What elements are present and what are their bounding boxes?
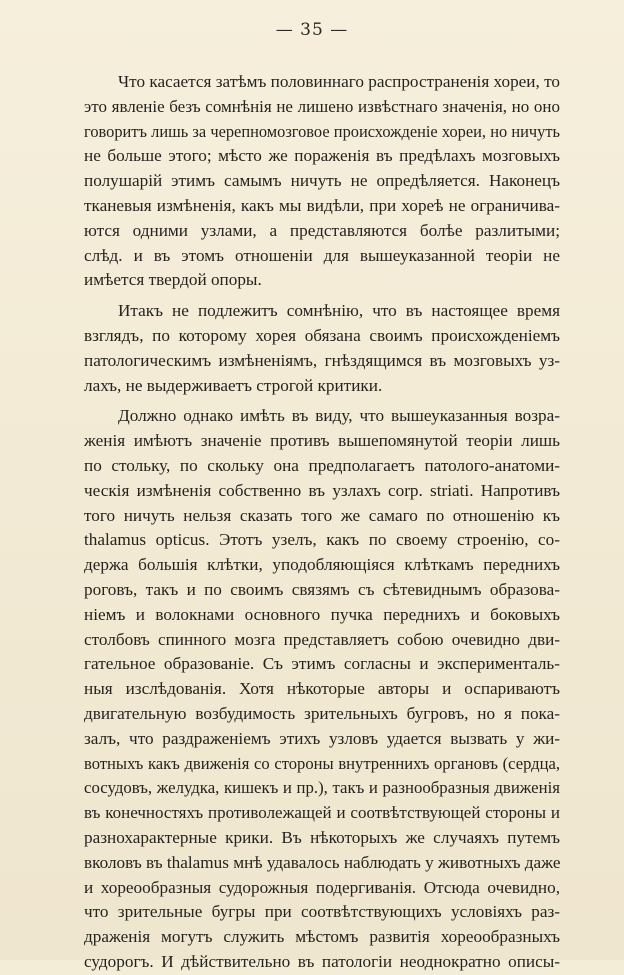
text-line: залъ, что раздраженіемъ этихъ узловъ удается вызвать у жи- — [84, 728, 560, 748]
text-line: имѣется твердой опоры. — [84, 270, 262, 290]
text-line: столбовъ спинного мозга представляетъ собою очевидно дви- — [84, 629, 560, 649]
text-line: въ конечностяхъ противолежащей и соотвѣтствующей стороны и — [84, 803, 560, 823]
text-line: драженія могутъ служить мѣстомъ развитія хореообразныхъ — [84, 927, 560, 947]
text-line: разнохарактерные крики. Въ нѣкоторыхъ же случаяхъ путемъ — [84, 827, 560, 847]
text-line: вколовъ въ thalamus мнѣ удавалось наблюдать у животныхъ даже — [84, 852, 560, 872]
text-line: Должно однако имѣть въ виду, что вышеуказанныя возра- — [118, 406, 560, 426]
text-line: держа большія клѣтки, уподобляющіяся клѣткамъ переднихъ — [84, 555, 560, 575]
text-line: ныя изслѣдованія. Хотя нѣкоторые авторы и оспариваютъ — [84, 679, 560, 699]
text-line: слѣд. и въ этомъ отношеніи для вышеуказанной теоріи не — [84, 245, 560, 265]
text-line: полушарій этимъ самымъ ничуть не опредѣляется. Наконецъ — [84, 171, 560, 191]
text-line: двигательную возбудимость зрительныхъ бугровъ, но я пока- — [84, 703, 560, 723]
text-line: это явленіе безъ сомнѣнія не лишено извѣстнаго значенія, но оно — [84, 96, 560, 116]
text-line: ніемъ и волокнами основного пучка переднихъ и боковыхъ — [84, 604, 560, 624]
text-line: тканевыя измѣненія, какъ мы видѣли, при хореѣ не ограничива- — [84, 195, 560, 215]
text-line: женія имѣютъ значеніе противъ вышепомянутой теоріи лишь — [84, 431, 560, 451]
text-line: вотныхъ какъ движенія со стороны внутреннихъ органовъ (сердца, — [84, 753, 560, 773]
text-line: взглядъ, по которому хорея обязана своимъ происхожденіемъ — [84, 325, 560, 345]
text-line: ются одними узлами, а представляются болѣе разлитыми; — [84, 220, 560, 240]
text-line: говоритъ лишь за черепномозговое происхожденіе хореи, но ничуть — [84, 121, 560, 141]
text-line: сосудовъ, желудка, кишекъ и пр.), такъ и разнообразныя движенія — [84, 778, 560, 798]
text-line: что зрительные бугры при соотвѣтствующихъ условіяхъ раз- — [84, 902, 560, 922]
page-body-text — [84, 70, 560, 975]
text-line: и хореообразныя судорожныя подергиванія. Отсюда очевидно, — [84, 877, 560, 897]
text-line: Что касается затѣмъ половиннаго распространенія хореи, то — [118, 72, 560, 91]
page-number: — 35 — — [275, 20, 349, 40]
text-line: по стольку, по скольку она предполагаетъ патолого-анатоми- — [84, 455, 560, 475]
text-line: thalamus opticus. Этотъ узелъ, какъ по своему строенію, со- — [84, 530, 560, 550]
text-line: гательное образованіе. Съ этимъ согласны и эксперименталь- — [84, 654, 560, 674]
text-line: лахъ, не выдерживаетъ строгой критики. — [84, 375, 383, 395]
text-line: ческія измѣненія собственно въ узлахъ corp. striati. Напротивъ — [84, 480, 560, 500]
text-line: патологическимъ измѣненіямъ, гнѣздящимся въ мозговыхъ уз- — [84, 350, 560, 370]
text-line: того ничуть нельзя сказать того же самаго по отношенію къ — [84, 505, 560, 525]
text-line: не больше этого; мѣсто же пораженія въ предѣлахъ мозговыхъ — [84, 146, 560, 166]
text-line: Итакъ не подлежитъ сомнѣнію, что въ настоящее время — [118, 301, 560, 321]
text-line: судорогъ. И дѣйствительно въ патологіи неоднократно описы- — [84, 951, 560, 971]
text-line: роговъ, такъ и по своимъ связямъ съ сѣтевиднымъ образова- — [84, 579, 560, 599]
